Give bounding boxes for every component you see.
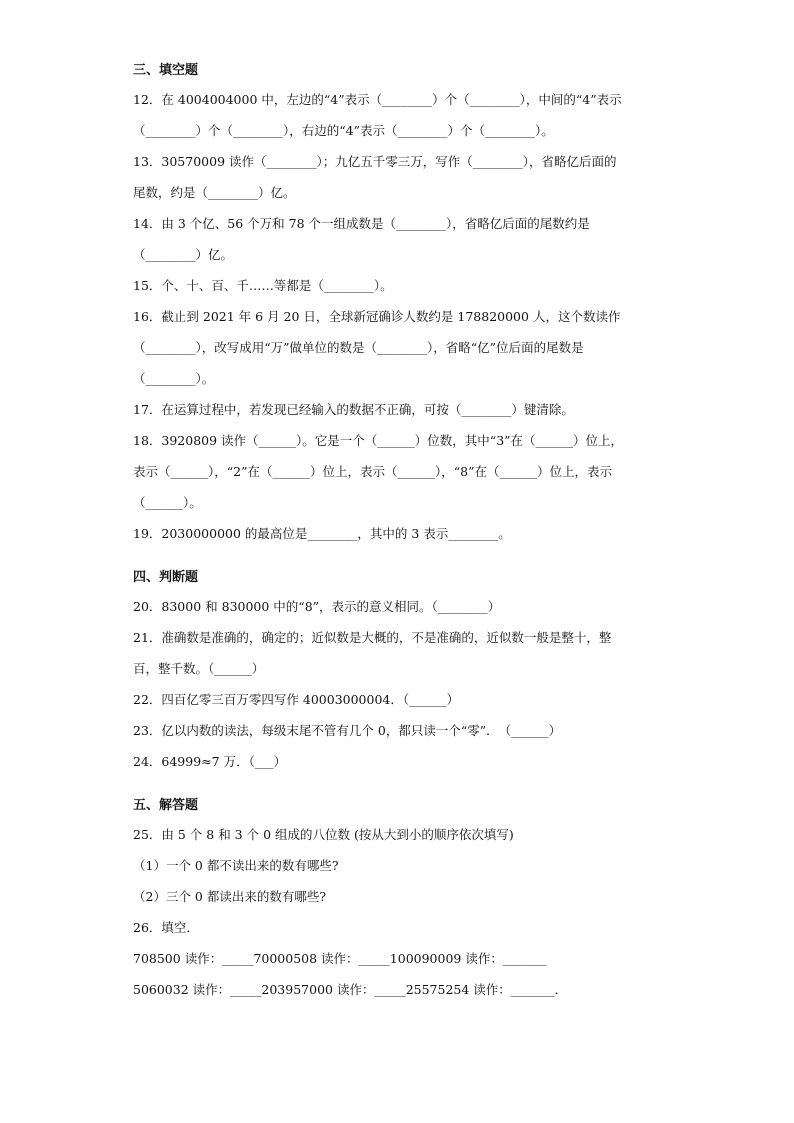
question-line: 17．在运算过程中，若发现已经输入的数据不正确，可按（________）键清除。 [133, 402, 574, 417]
question-line: （1）一个 0 都不读出来的数有哪些? [133, 858, 339, 873]
question-line: （________）个（________），右边的“4”表示（________）个（________）。 [133, 123, 554, 138]
section-spacer [133, 777, 673, 793]
question-line: 23．亿以内数的读法，每级末尾不管有几个 0，都只读一个“零”． （______） [133, 723, 562, 738]
question-line: 14．由 3 个亿、56 个万和 78 个一组成数是（________），省略亿后面的尾数约是 [133, 216, 590, 231]
question-line: 5060032 读作：_____203957000 读作：_____25575254 读作：_______． [133, 982, 568, 997]
section-title: 四、判断题 [133, 570, 199, 585]
question-line: 19．2030000000 的最高位是________，其中的 3 表示________。 [133, 526, 511, 541]
section-answer-questions [133, 793, 673, 1005]
section-spacer [133, 549, 673, 565]
question-line: 25．由 5 个 8 和 3 个 0 组成的八位数 (按从大到小的顺序依次填写) [133, 827, 514, 842]
question-line: （2）三个 0 都读出来的数有哪些? [133, 889, 327, 904]
question-line: 尾数，约是（________）亿。 [133, 185, 296, 200]
question-line: 百，整千数。（______） [133, 661, 265, 676]
question-line: （________）。 [133, 371, 215, 386]
question-line: 21．准确数是准确的，确定的；近似数是大概的，不是准确的，近似数一般是整十，整 [133, 630, 612, 645]
question-line: 24．64999≈7 万．（___） [133, 754, 287, 769]
question-line: 22．四百亿零三百万零四写作 40003000004．（______） [133, 692, 460, 707]
question-line: 15．个、十、百、千……等都是（________）。 [133, 278, 393, 293]
question-line: （________），改写成用“万”做单位的数是（________），省略“亿”位后面的尾数是 [133, 340, 584, 355]
question-line: （______）。 [133, 495, 202, 510]
section-fill-in-blanks [133, 58, 673, 549]
question-line: 18．3920809 读作（______）。它是一个（______）位数，其中“3”在（______）位上， [133, 433, 624, 448]
question-line: 表示（______），“2”在（______）位上，表示（______），“8”在（______）位上，表示 [133, 464, 612, 479]
question-line: 708500 读作：_____70000508 读作：_____100090009 读作：_______ [133, 951, 547, 966]
question-line: 20．83000 和 830000 中的“8”，表示的意义相同。（________） [133, 599, 501, 614]
question-line: （________）亿。 [133, 247, 234, 262]
worksheet-page [133, 58, 673, 1005]
question-line: 26．填空． [133, 920, 199, 935]
question-line: 12．在 4004004000 中，左边的“4”表示（________）个（________），中间的“4”表示 [133, 92, 622, 107]
section-true-false [133, 565, 673, 777]
question-line: 16．截止到 2021 年 6 月 20 日，全球新冠确诊人数约是 178820000 人，这个数读作 [133, 309, 621, 324]
question-line: 13．30570009 读作（________）；九亿五千零三万，写作（________），省略亿后面的 [133, 154, 617, 169]
section-title: 五、解答题 [133, 798, 199, 813]
section-title: 三、填空题 [133, 63, 199, 78]
